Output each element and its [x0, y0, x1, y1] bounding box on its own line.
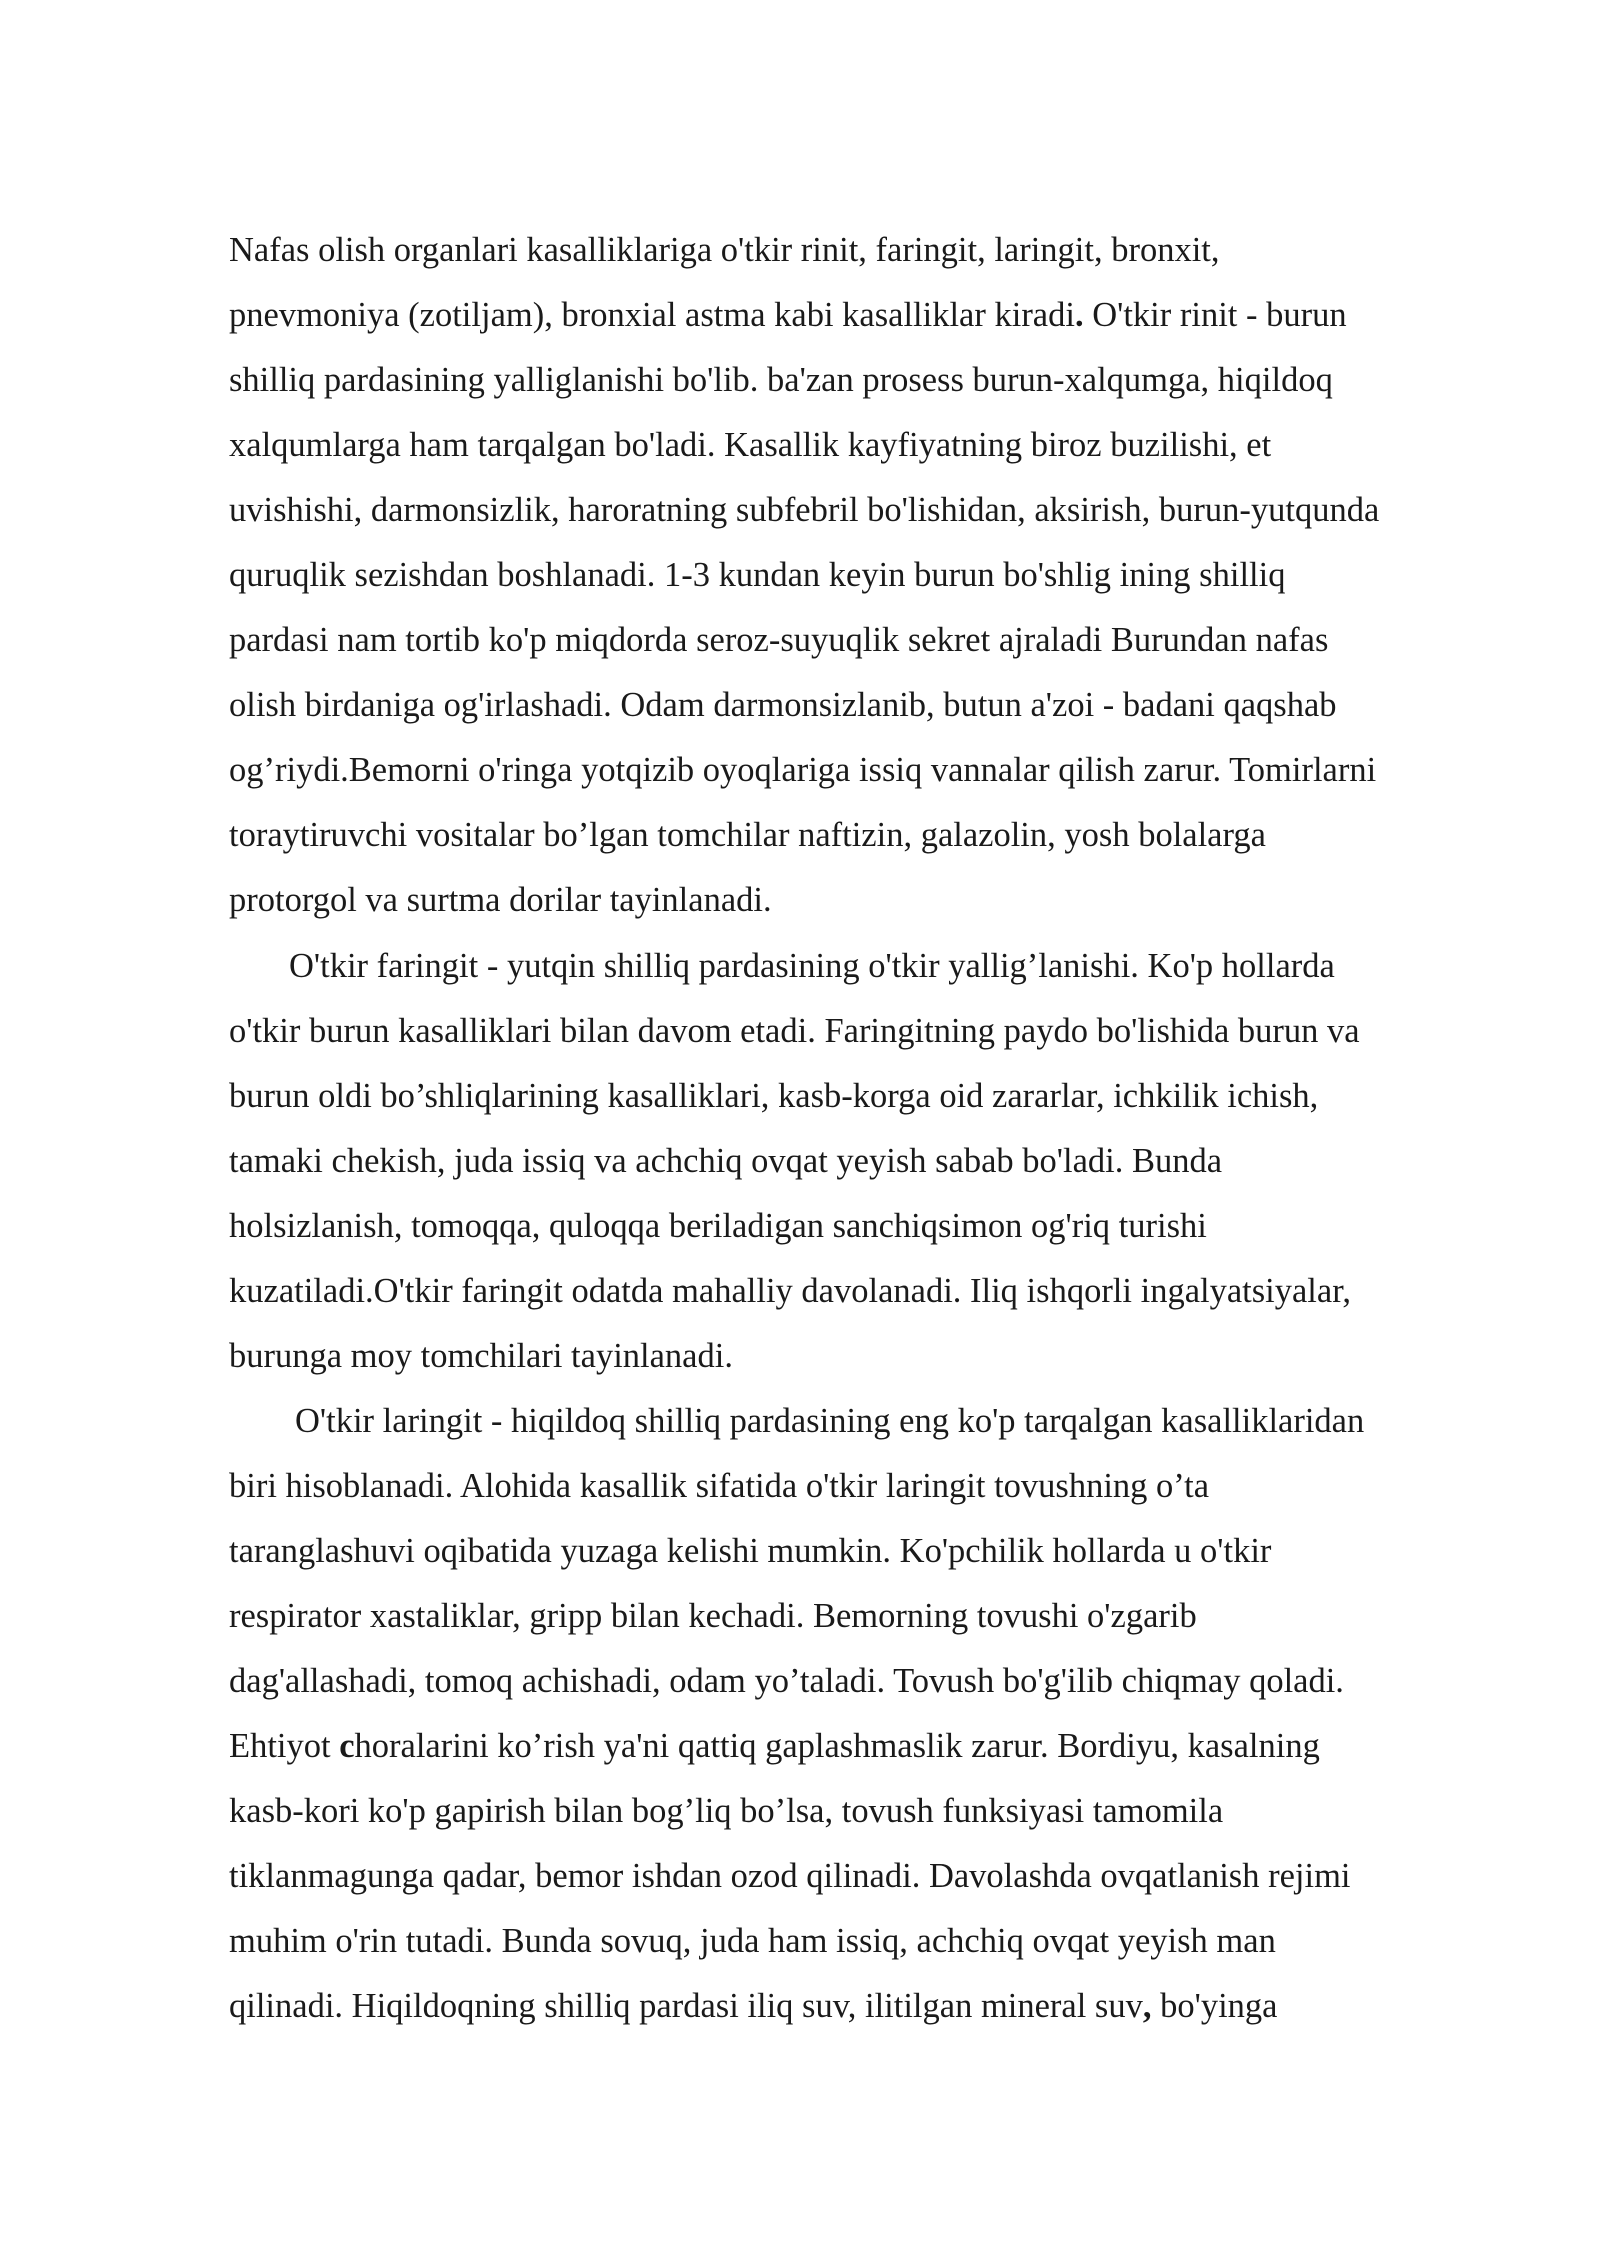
text-line: muhim o'rin tutadi. Bunda sovuq, juda ham issiq, achchiq ovqat yeyish man: [229, 1922, 1276, 1961]
text-run: horalarini ko’rish ya'ni qattiq gaplashmaslik zarur. Bordiyu, kasalning: [354, 1727, 1320, 1766]
text-run: Ehtiyot: [229, 1727, 340, 1766]
text-line: holsizlanish, tomoqqa, quloqqa beriladigan sanchiqsimon og'riq turishi: [229, 1206, 1207, 1245]
text-line: tiklanmagunga qadar, bemor ishdan ozod qilinadi. Davolashda ovqatlanish rejimi: [229, 1857, 1351, 1896]
bold-period: .: [1074, 296, 1084, 335]
text-line: burunga moy tomchilari tayinlanadi.: [229, 1336, 733, 1375]
text-line: toraytiruvchi vositalar bo’lgan tomchilar naftizin, galazolin, yosh bolalarga: [229, 816, 1266, 855]
text-line: protorgol va surtma dorilar tayinlanadi.: [229, 881, 772, 920]
text-run: qilinadi. Hiqildoqning shilliq pardasi iliq suv, ilitilgan mineral suv: [229, 1987, 1143, 2026]
text-line: olish birdaniga og'irlashadi. Odam darmonsizlanib, butun a'zoi - badani qaqshab: [229, 686, 1337, 725]
text-line: o'tkir burun kasalliklari bilan davom etadi. Faringitning paydo bo'lishida burun va: [229, 1011, 1360, 1050]
text-line: kuzatiladi.O'tkir faringit odatda mahalliy davolanadi. Iliq ishqorli ingalyatsiyalar,: [229, 1271, 1351, 1310]
text-line: [229, 283, 1529, 348]
text-line: xalqumlarga ham tarqalgan bo'ladi. Kasallik kayfiyatning biroz buzilishi, et: [229, 426, 1272, 465]
text-line: taranglashuvi oqibatida yuzaga kelishi mumkin. Ko'pchilik hollarda u o'tkir: [229, 1531, 1272, 1570]
text-run: pnevmoniya (zotiljam), bronxial astma kabi kasalliklar kiradi: [229, 296, 1075, 335]
text-line: shilliq pardasining yalliglanishi bo'lib. ba'zan prosess burun-xalqumga, hiqildoq: [229, 361, 1333, 400]
paragraph-start-line: O'tkir laringit - hiqildoq shilliq pardasining eng ko'p tarqalgan kasalliklaridan: [295, 1401, 1365, 1440]
text-line: quruqlik sezishdan boshlanadi. 1-3 kundan keyin burun bo'shlig ining shilliq: [229, 556, 1286, 595]
document-body: [229, 218, 1529, 2039]
text-line: tamaki chekish, juda issiq va achchiq ovqat yeyish sabab bo'ladi. Bunda: [229, 1141, 1223, 1180]
text-line: [229, 1714, 1529, 1779]
text-line: uvishishi, darmonsizlik, haroratning subfebril bo'lishidan, aksirish, burun-yutqunda: [229, 491, 1380, 530]
text-line: respirator xastaliklar, gripp bilan kechadi. Bemorning tovushi o'zgarib: [229, 1596, 1197, 1635]
text-line: biri hisoblanadi. Alohida kasallik sifatida o'tkir laringit tovushning o’ta: [229, 1466, 1210, 1505]
bold-comma: ,: [1142, 1987, 1152, 2026]
text-line: [229, 1974, 1529, 2039]
text-line: burun oldi bo’shliqlarining kasalliklari, kasb-korga oid zararlar, ichkilik ichish,: [229, 1076, 1319, 1115]
text-line: pardasi nam tortib ko'p miqdorda seroz-suyuqlik sekret ajraladi Burundan nafas: [229, 621, 1329, 660]
text-line: kasb-kori ko'p gapirish bilan bog’liq bo’lsa, tovush funksiyasi tamomila: [229, 1792, 1224, 1831]
bold-letter: c: [339, 1727, 355, 1766]
paragraph-start-line: O'tkir faringit - yutqin shilliq pardasining o'tkir yallig’lanishi. Ko'p hollarda: [289, 946, 1335, 985]
text-run: bo'yinga: [1151, 1987, 1278, 2026]
text-line: og’riydi.Bemorni o'ringa yotqizib oyoqlariga issiq vannalar qilish zarur. Tomirlarni: [229, 751, 1377, 790]
text-line: Nafas olish organlari kasalliklariga o'tkir rinit, faringit, laringit, bronxit,: [229, 231, 1220, 269]
text-run: O'tkir rinit - burun: [1083, 296, 1347, 335]
text-line: dag'allashadi, tomoq achishadi, odam yo’taladi. Tovush bo'g'ilib chiqmay qoladi.: [229, 1662, 1344, 1701]
